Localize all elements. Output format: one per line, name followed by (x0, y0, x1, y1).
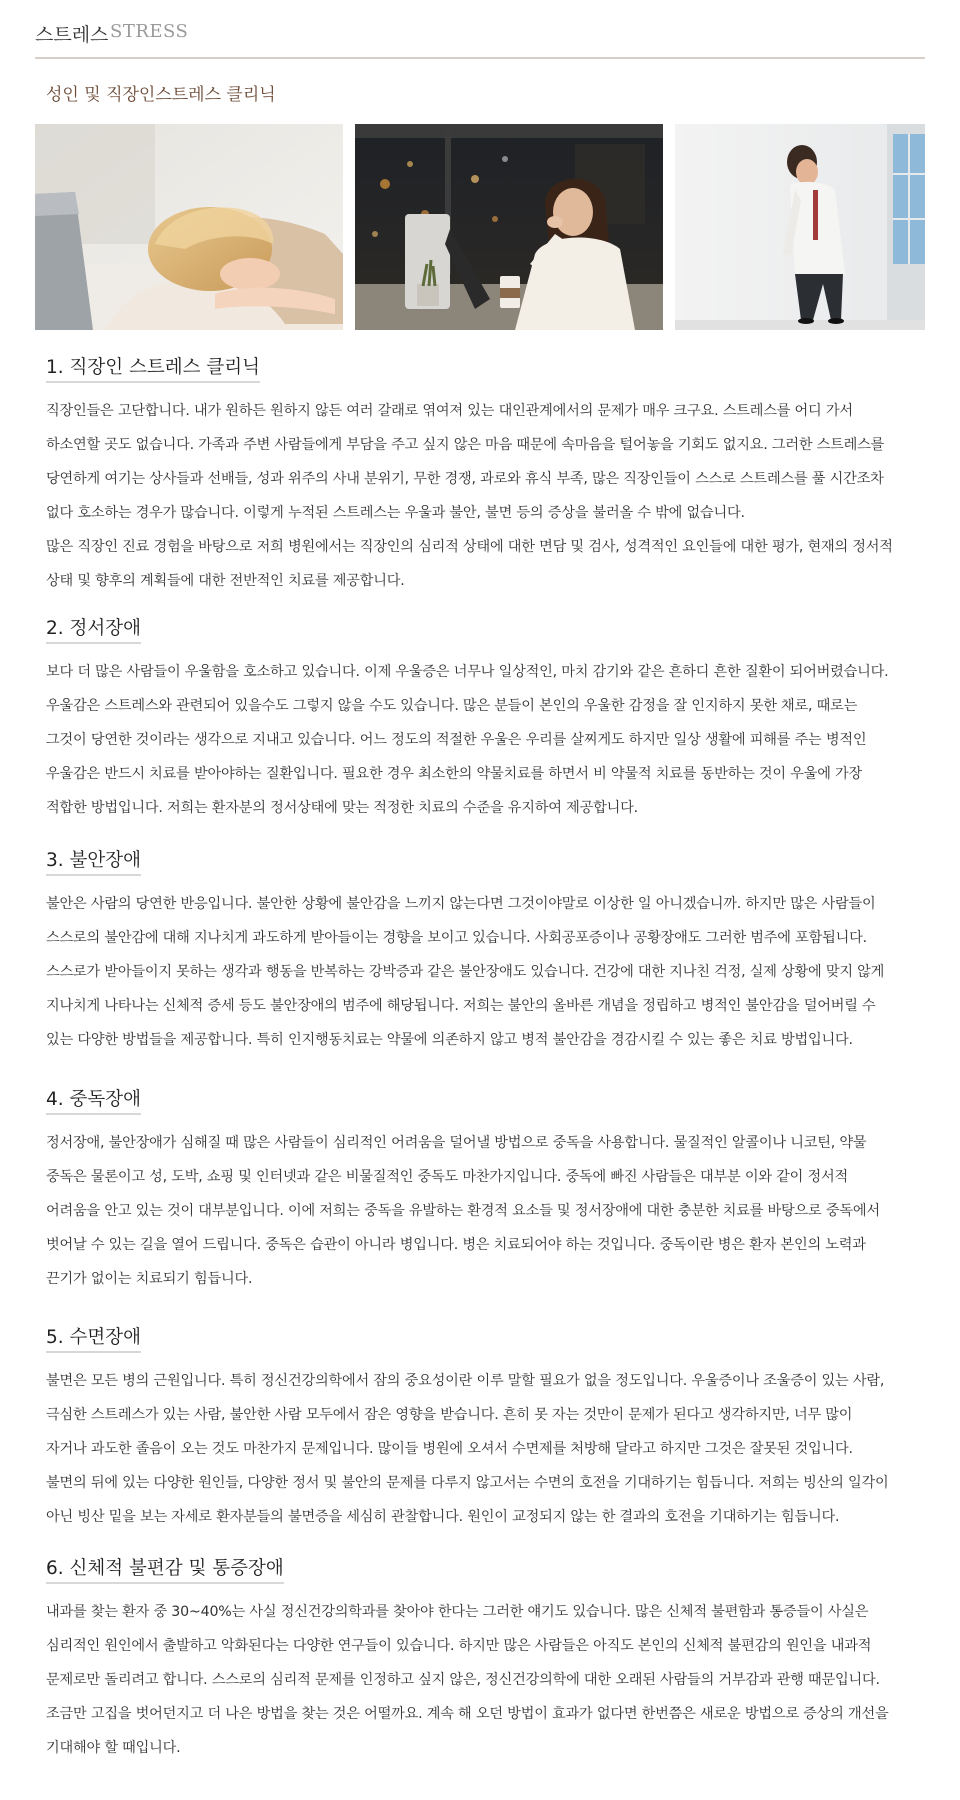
section-line: 끈기가 없이는 치료되기 힘듭니다. (46, 1271, 253, 1287)
header-title-english: STRESS (110, 21, 189, 42)
section-line: 우울감은 반드시 치료를 받아야하는 질환입니다. 필요한 경우 최소한의 약물치료를 하면서 비 약물적 치료를 동반하는 것이 우울에 가장 (46, 766, 863, 782)
section-line: 조금만 고집을 벗어던지고 더 나은 방법을 찾는 것은 어떨까요. 계속 해 오던 방법이 효과가 없다면 한번쯤은 새로운 방법으로 증상의 개선을 (46, 1706, 889, 1722)
section-title: 5. 수면장애 (46, 1326, 141, 1353)
section-line: 심리적인 원인에서 출발하고 악화된다는 다양한 연구들이 있습니다. 하지만 많은 사람들은 아직도 본인의 신체적 불편감의 원인을 내과적 (46, 1638, 872, 1654)
section-line: 불면은 모든 병의 근원입니다. 특히 정신건강의학에서 잠의 중요성이란 이루 말할 필요가 없을 정도입니다. 우울증이나 조울증이 있는 사람, (46, 1373, 885, 1389)
section-workplace-stress (46, 356, 936, 598)
photo-strip (35, 124, 925, 330)
section-line: 내과를 찾는 환자 중 30~40%는 사실 정신건강의학과를 찾아야 한다는 그러한 얘기도 있습니다. 많은 신체적 불편함과 통증들이 사실은 (46, 1604, 869, 1620)
section-line: 아닌 빙산 밑을 보는 자세로 환자분들의 불면증을 세심히 관찰합니다. 원인이 교정되지 않는 한 결과의 호전을 기대하기는 힘듭니다. (46, 1509, 840, 1525)
photo-night-office-woman (355, 124, 663, 330)
section-title: 6. 신체적 불편감 및 통증장애 (46, 1557, 284, 1584)
section-body (46, 887, 936, 1057)
section-anxiety-disorder (46, 849, 936, 1057)
section-line: 불안은 사람의 당연한 반응입니다. 불안한 상황에 불안감을 느끼지 않는다면 그것이야말로 이상한 일 아니겠습니까. 하지만 많은 사람들이 (46, 896, 876, 912)
page-header (35, 14, 925, 59)
section-line: 직장인들은 고단합니다. 내가 원하든 원하지 않든 여러 갈래로 엮여져 있는 대인관계에서의 문제가 매우 크구요. 스트레스를 어디 가서 (46, 403, 853, 419)
section-line: 지나치게 나타나는 신체적 증세 등도 불안장애의 범주에 해당됩니다. 저희는 불안의 올바른 개념을 정립하고 병적인 불안감을 덜어버릴 수 (46, 998, 876, 1014)
section-sleep-disorder (46, 1326, 936, 1534)
section-addiction-disorder (46, 1088, 936, 1296)
section-line: 있는 다양한 방법들을 제공합니다. 특히 인지행동치료는 약물에 의존하지 않고 병적 불안감을 경감시킬 수 있는 좋은 치료 방법입니다. (46, 1032, 853, 1048)
section-title: 3. 불안장애 (46, 849, 141, 876)
section-line: 보다 더 많은 사람들이 우울함을 호소하고 있습니다. 이제 우울증은 너무나 일상적인, 마치 감기와 같은 흔하디 흔한 질환이 되어버렸습니다. (46, 664, 889, 680)
section-line: 많은 직장인 진료 경험을 바탕으로 저희 병원에서는 직장인의 심리적 상태에 대한 면담 및 검사, 성격적인 요인들에 대한 평가, 현재의 정서적 (46, 539, 893, 555)
section-body (46, 655, 936, 825)
section-line: 벗어날 수 있는 길을 열어 드립니다. 중독은 습관이 아니라 병입니다. 병은 치료되어야 하는 것입니다. 중독이란 병은 환자 본인의 노력과 (46, 1237, 866, 1253)
photo-tired-woman-desk (35, 124, 343, 330)
section-line: 극심한 스트레스가 있는 사람, 불안한 사람 모두에서 잠은 영향을 받습니다. 흔히 못 자는 것만이 문제가 된다고 생각하지만, 너무 많이 (46, 1407, 853, 1423)
section-line: 하소연할 곳도 없습니다. 가족과 주변 사람들에게 부담을 주고 싶지 않은 마음 때문에 속마음을 털어놓을 기회도 없지요. 그러한 스트레스를 (46, 437, 885, 453)
section-title: 1. 직장인 스트레스 클리닉 (46, 356, 260, 383)
section-somatic-pain-disorder (46, 1557, 936, 1765)
section-line: 정서장애, 불안장애가 심해질 때 많은 사람들이 심리적인 어려움을 덜어낼 방법으로 중독을 사용합니다. 물질적인 알콜이나 니코틴, 약물 (46, 1135, 867, 1151)
clinic-subtitle: 성인 및 직장인스트레스 클리닉 (46, 85, 276, 105)
section-line: 당연하게 여기는 상사들과 선배들, 성과 위주의 사내 분위기, 무한 경쟁, 과로와 휴식 부족, 많은 직장인들이 스스로 스트레스를 풀 시간조차 (46, 471, 884, 487)
section-line: 자거나 과도한 졸음이 오는 것도 마찬가지 문제입니다. 많이들 병원에 오셔서 수면제를 처방해 달라고 하지만 그것은 잘못된 것입니다. (46, 1441, 853, 1457)
section-line: 없다 호소하는 경우가 많습니다. 이렇게 누적된 스트레스는 우울과 불안, 불면 등의 증상을 불러올 수 밖에 없습니다. (46, 505, 745, 521)
section-body (46, 1595, 936, 1765)
section-line: 적합한 방법입니다. 저희는 환자분의 정서상태에 맞는 적정한 치료의 수준을 유지하여 제공합니다. (46, 800, 638, 816)
section-line: 문제로만 돌리려고 합니다. 스스로의 심리적 문제를 인정하고 싶지 않은, 정신건강의학에 대한 오래된 사람들의 거부감과 관행 때문입니다. (46, 1672, 880, 1688)
section-title: 4. 중독장애 (46, 1088, 141, 1115)
section-line: 상태 및 향후의 계획들에 대한 전반적인 치료를 제공합니다. (46, 573, 405, 589)
header-title-korean: 스트레스 (35, 24, 109, 46)
section-line: 어려움을 안고 있는 것이 대부분입니다. 이에 저희는 중독을 유발하는 환경적 요소들 및 정서장애에 대한 충분한 치료를 바탕으로 중독에서 (46, 1203, 880, 1219)
section-line: 우울감은 스트레스와 관련되어 있을수도 그렇지 않을 수도 있습니다. 많은 분들이 본인의 우울한 감정을 잘 인지하지 못한 채로, 때로는 (46, 698, 858, 714)
section-line: 그것이 당연한 것이라는 생각으로 지내고 있습니다. 어느 정도의 적절한 우울은 우리를 살찌게도 하지만 일상 생활에 피해를 주는 병적인 (46, 732, 867, 748)
section-body (46, 1126, 936, 1296)
section-mood-disorder (46, 617, 936, 825)
photo-man-against-wall (675, 124, 925, 330)
section-line: 기대해야 할 때입니다. (46, 1740, 181, 1756)
section-title: 2. 정서장애 (46, 617, 141, 644)
section-line: 중독은 물론이고 성, 도박, 쇼핑 및 인터넷과 같은 비물질적인 중독도 마찬가지입니다. 중독에 빠진 사람들은 대부분 이와 같이 정서적 (46, 1169, 848, 1185)
section-body (46, 1364, 936, 1534)
section-line: 불면의 뒤에 있는 다양한 원인들, 다양한 정서 및 불안의 문제를 다루지 않고서는 수면의 호전을 기대하기는 힘듭니다. 저희는 빙산의 일각이 (46, 1475, 889, 1491)
section-line: 스스로가 받아들이지 못하는 생각과 행동을 반복하는 강박증과 같은 불안장애도 있습니다. 건강에 대한 지나친 걱정, 실제 상황에 맞지 않게 (46, 964, 885, 980)
section-line: 스스로의 불안감에 대해 지나치게 과도하게 받아들이는 경향을 보이고 있습니다. 사회공포증이나 공황장애도 그러한 범주에 포함됩니다. (46, 930, 867, 946)
section-body (46, 394, 936, 598)
